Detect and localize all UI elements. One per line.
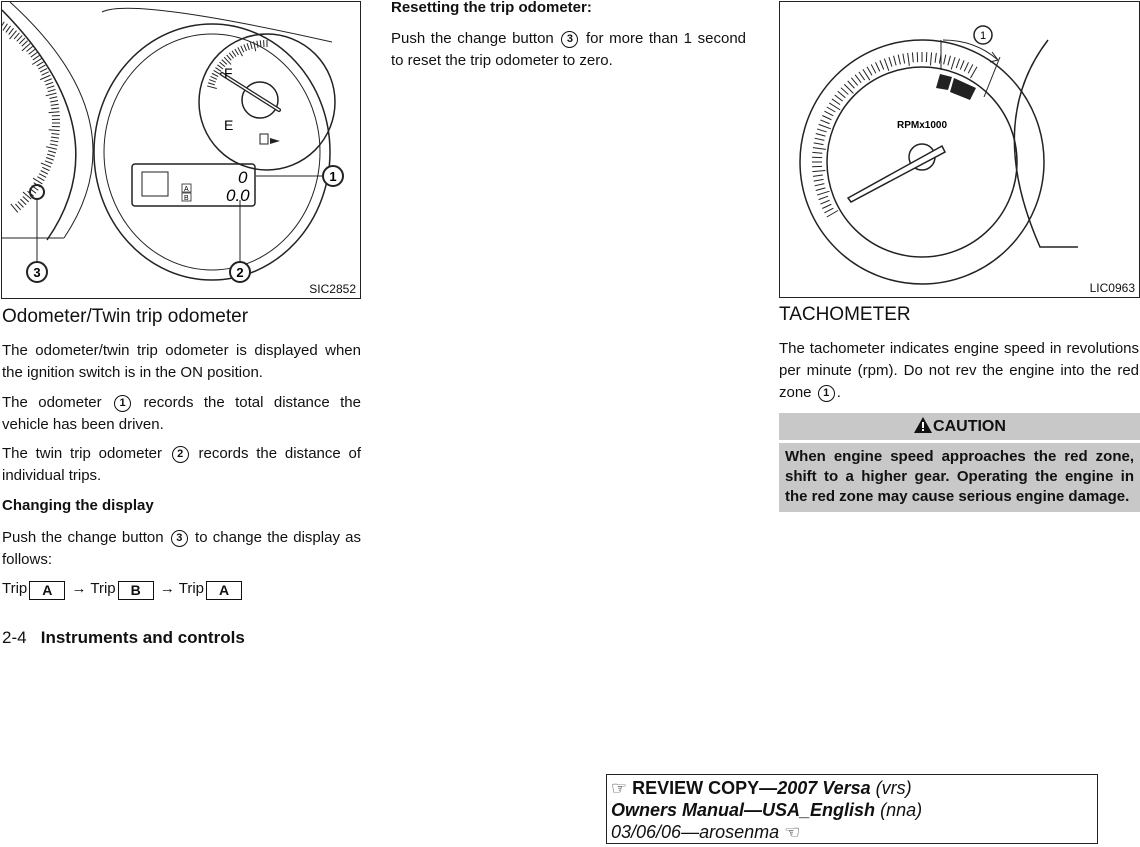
review-copy-stamp xyxy=(606,774,1098,844)
tick-mark xyxy=(51,133,59,134)
tick-mark xyxy=(956,59,959,68)
tick-mark xyxy=(859,72,865,80)
tick-mark xyxy=(232,51,236,57)
tick-mark xyxy=(822,116,831,120)
caution-box xyxy=(779,413,1140,512)
tick-mark xyxy=(812,170,825,171)
tick-mark xyxy=(815,184,825,186)
tick-mark xyxy=(9,28,14,34)
tick-mark xyxy=(3,24,7,31)
paragraph-2 xyxy=(2,392,361,436)
tick-mark xyxy=(960,60,964,69)
reset-pre: Push the change button xyxy=(391,30,554,47)
tick-mark xyxy=(227,55,232,60)
tick-mark xyxy=(903,54,905,64)
tick-mark xyxy=(42,167,49,170)
tick-mark xyxy=(819,124,831,128)
tick-mark xyxy=(46,147,57,150)
review-line-3 xyxy=(611,821,1093,843)
tick-mark xyxy=(816,188,826,191)
tick-mark xyxy=(15,204,20,210)
tick-mark xyxy=(222,60,227,65)
reset-post: for more than 1 second to reset the trip odometer to zero. xyxy=(391,30,746,69)
trip-box-a2: A xyxy=(206,581,242,600)
tick-mark xyxy=(824,111,833,116)
tick-mark xyxy=(37,62,44,66)
tick-mark xyxy=(51,108,59,109)
tick-mark xyxy=(48,151,56,153)
tick-mark xyxy=(51,137,59,138)
tick-mark xyxy=(971,67,978,78)
tick-mark xyxy=(46,158,54,161)
p3-pre: The twin trip odometer xyxy=(2,445,162,462)
p4-post: to change the display as follows: xyxy=(2,529,362,568)
tick-mark xyxy=(22,41,28,47)
tick-mark xyxy=(817,191,829,195)
tick-mark xyxy=(217,65,223,69)
callout-1: 1 xyxy=(979,30,987,42)
tick-mark xyxy=(912,52,913,62)
fuel-empty-label: E xyxy=(224,117,234,133)
tick-mark xyxy=(894,56,897,66)
tick-mark xyxy=(257,41,258,48)
tick-mark xyxy=(39,174,46,178)
model-text: 2007 Versa xyxy=(777,778,871,798)
trip-box-a: A xyxy=(29,581,65,600)
tick-mark xyxy=(247,43,249,50)
tick-mark xyxy=(211,76,217,79)
tick-mark xyxy=(948,56,951,66)
tick-mark xyxy=(49,97,57,99)
circled-number-1: 1 xyxy=(818,385,835,402)
tick-mark xyxy=(41,163,51,167)
tick-mark xyxy=(51,104,59,105)
circled-number-3: 3 xyxy=(171,530,188,547)
p2-post: records the total distance the vehicle has been driven. xyxy=(2,394,361,433)
tick-mark xyxy=(46,82,54,85)
tick-mark xyxy=(824,208,833,213)
tick-mark xyxy=(241,46,244,52)
tick-mark xyxy=(944,55,946,65)
tick-mark xyxy=(908,53,910,66)
tick-mark xyxy=(813,148,826,150)
callout-3: 3 xyxy=(33,265,41,280)
tick-mark xyxy=(50,144,58,146)
tick-mark xyxy=(935,53,936,63)
tachometer-illustration xyxy=(780,2,1139,297)
tick-mark xyxy=(814,179,824,181)
tick-mark xyxy=(40,75,50,79)
tick-mark xyxy=(876,62,880,71)
trip-word: Trip xyxy=(178,580,204,597)
tach-pre: The tachometer indicates engine speed in revolutions per minute (rpm). Do not rev the engine into the red zone xyxy=(779,340,1139,401)
review-line-2 xyxy=(611,799,1093,821)
tick-mark xyxy=(215,68,221,72)
page-number: 2-4 xyxy=(2,628,27,647)
paragraph-1: The odometer/twin trip odometer is displayed when the ignition switch is in the ON position. xyxy=(2,342,361,381)
tick-mark xyxy=(968,64,973,73)
tick-mark xyxy=(832,99,840,105)
tick-mark xyxy=(14,33,19,39)
tick-mark xyxy=(31,52,37,57)
tick-mark xyxy=(250,42,252,49)
reset-paragraph xyxy=(391,28,746,72)
arrow: → xyxy=(71,580,87,597)
tick-mark xyxy=(29,49,35,54)
odometer-illustration xyxy=(2,2,360,298)
tick-mark xyxy=(815,138,825,140)
tick-mark xyxy=(884,59,888,71)
tick-mark xyxy=(2,22,4,29)
tick-mark xyxy=(880,60,884,69)
trip-word: Trip xyxy=(2,580,28,597)
tick-mark xyxy=(45,161,52,164)
figure-code: LIC0963 xyxy=(1089,281,1135,295)
tick-mark xyxy=(827,107,836,112)
tick-mark xyxy=(827,211,838,218)
tick-mark xyxy=(235,49,239,55)
trip-box-b: B xyxy=(118,581,154,600)
tick-mark xyxy=(848,81,855,88)
arrow: → xyxy=(159,580,175,597)
tick-mark xyxy=(951,57,955,69)
manual-text: Owners Manual—USA_English xyxy=(611,800,876,820)
tick-mark xyxy=(820,200,829,204)
subheading-resetting: Resetting the trip odometer: xyxy=(391,0,592,16)
caution-title: CAUTION xyxy=(933,418,1006,435)
tachometer-figure xyxy=(779,1,1140,298)
caution-header xyxy=(779,413,1140,440)
tick-mark xyxy=(820,120,829,124)
tick-mark xyxy=(17,35,22,41)
tick-mark xyxy=(841,88,848,95)
paragraph-3 xyxy=(2,443,361,487)
tick-mark xyxy=(20,199,26,205)
tick-mark xyxy=(867,67,872,76)
p2-pre: The odometer xyxy=(2,394,102,411)
tick-mark xyxy=(838,91,846,97)
tick-mark xyxy=(207,86,217,89)
tick-mark xyxy=(47,154,55,156)
tachometer-heading: TACHOMETER xyxy=(779,304,911,325)
review-date: 03/06/06—arosenma xyxy=(611,822,780,842)
p3-post: records the distance of individual trips. xyxy=(2,445,361,484)
tick-mark xyxy=(244,44,247,50)
tachometer-paragraph xyxy=(779,338,1139,404)
caution-text: When engine speed approaches the red zone, shift to a higher gear. Operating the engine in the red zone may cause serious engine damage. xyxy=(779,443,1140,512)
circled-number-1: 1 xyxy=(114,395,131,412)
trip-a-indicator: A xyxy=(184,186,189,193)
tick-mark xyxy=(6,26,11,33)
trip-sequence xyxy=(2,578,244,600)
odo-digit: 0 xyxy=(238,168,248,187)
callout-1: 1 xyxy=(329,169,337,184)
paragraph-4 xyxy=(2,527,361,571)
tick-mark xyxy=(898,55,900,65)
tick-mark xyxy=(19,38,25,44)
tick-mark xyxy=(44,79,51,82)
tick-mark xyxy=(41,171,48,175)
pointing-hand-icon: ☞ xyxy=(611,778,628,798)
tick-mark xyxy=(819,196,828,199)
tach-post: . xyxy=(836,384,841,401)
tick-mark xyxy=(229,53,233,59)
tick-mark xyxy=(817,129,827,132)
tick-mark xyxy=(33,55,40,60)
tick-mark xyxy=(209,80,216,83)
circled-number-2: 2 xyxy=(172,446,189,463)
tick-mark xyxy=(50,140,58,141)
tick-mark xyxy=(254,41,256,51)
review-line-1 xyxy=(611,777,1093,799)
tick-mark xyxy=(26,46,32,51)
fuel-full-label: F xyxy=(224,65,233,81)
tick-mark xyxy=(812,152,822,153)
trip-b-indicator: B xyxy=(184,195,189,202)
page-footer xyxy=(2,628,245,648)
tick-mark xyxy=(42,72,49,75)
tick-mark xyxy=(49,112,60,113)
tick-mark xyxy=(930,52,931,65)
tick-mark xyxy=(816,134,826,137)
tick-mark xyxy=(46,93,57,96)
review-copy-text: REVIEW COPY— xyxy=(632,778,778,798)
figure-code: SIC2852 xyxy=(309,282,356,296)
tick-mark xyxy=(212,73,218,76)
tick-mark xyxy=(50,100,58,101)
tick-mark xyxy=(813,175,823,176)
warning-icon xyxy=(913,416,933,434)
model-code: (vrs) xyxy=(875,778,912,798)
tick-mark xyxy=(855,75,861,83)
manual-code: (nna) xyxy=(880,800,923,820)
tick-mark xyxy=(23,197,29,202)
trip-word: Trip xyxy=(90,580,116,597)
circled-number-3: 3 xyxy=(561,31,578,48)
tick-mark xyxy=(38,65,45,69)
trip-digits: 0.0 xyxy=(226,186,250,205)
p4-pre: Push the change button xyxy=(2,529,164,546)
tick-mark xyxy=(47,86,55,88)
tick-mark xyxy=(40,68,47,72)
tick-mark xyxy=(822,204,831,208)
tick-mark xyxy=(18,202,24,208)
tick-mark xyxy=(48,89,56,91)
callout-2: 2 xyxy=(236,265,244,280)
section-name: Instruments and controls xyxy=(40,628,245,647)
tick-mark xyxy=(49,130,60,131)
tick-mark xyxy=(208,83,215,85)
subheading-changing: Changing the display xyxy=(2,497,154,514)
pointing-hand-left-icon: ☜ xyxy=(784,822,801,842)
tick-mark xyxy=(835,95,843,101)
tick-mark xyxy=(814,143,824,145)
tick-mark xyxy=(871,64,876,73)
tick-mark xyxy=(851,78,857,86)
odometer-figure xyxy=(1,1,361,299)
tick-mark xyxy=(964,62,968,71)
section-heading: Odometer/Twin trip odometer xyxy=(2,306,249,327)
tick-mark xyxy=(889,57,892,67)
tick-mark xyxy=(37,177,44,181)
rpm-label: RPMx1000 xyxy=(896,120,948,131)
